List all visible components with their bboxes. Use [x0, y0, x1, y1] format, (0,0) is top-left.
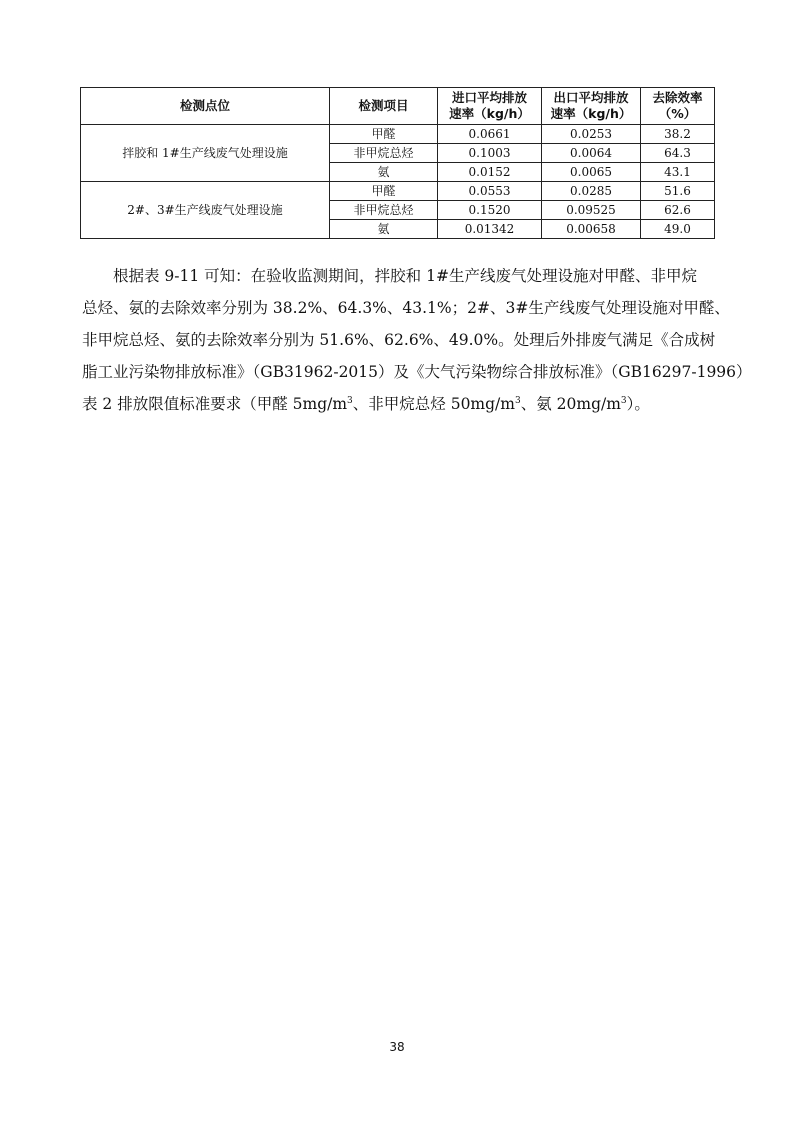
header-inlet-line1: 进口平均排放 [451, 90, 527, 105]
superscript: 3 [620, 396, 627, 406]
header-inlet-rate [438, 88, 542, 125]
item-cell: 甲醛 [330, 125, 438, 144]
header-efficiency-line1: 去除效率 [652, 90, 703, 105]
outlet-cell: 0.0064 [542, 144, 641, 163]
inlet-cell: 0.1003 [438, 144, 542, 163]
site-cell: 拌胶和 1#生产线废气处理设施 [81, 125, 330, 182]
header-efficiency [641, 88, 715, 125]
efficiency-cell: 51.6 [641, 182, 715, 201]
outlet-cell: 0.0285 [542, 182, 641, 201]
table-row [81, 182, 715, 201]
efficiency-cell: 49.0 [641, 220, 715, 239]
paragraph-line: 总烃、氨的去除效率分别为 38.2%、64.3%、43.1%；2#、3#生产线废气处理设施对甲醛、 [82, 299, 730, 317]
line5-part-a: 表 2 排放限值标准要求（甲醛 5mg/m [82, 395, 348, 413]
inlet-cell: 0.1520 [438, 201, 542, 220]
inlet-cell: 0.0152 [438, 163, 542, 182]
paragraph-line: 脂工业污染物排放标准》（GB31962-2015）及《大气污染物综合排放标准》（GB16297-1996） [82, 363, 752, 381]
inlet-cell: 0.0661 [438, 125, 542, 144]
item-cell: 甲醛 [330, 182, 438, 201]
outlet-cell: 0.09525 [542, 201, 641, 220]
header-inlet-line2: 速率（kg/h） [449, 106, 530, 121]
inlet-cell: 0.01342 [438, 220, 542, 239]
item-cell: 氨 [330, 163, 438, 182]
header-item: 检测项目 [330, 88, 438, 125]
site-cell: 2#、3#生产线废气处理设施 [81, 182, 330, 239]
paragraph-line: 非甲烷总烃、氨的去除效率分别为 51.6%、62.6%、49.0%。处理后外排废气满足《合成树 [82, 331, 716, 349]
inlet-cell: 0.0553 [438, 182, 542, 201]
item-cell: 非甲烷总烃 [330, 201, 438, 220]
outlet-cell: 0.00658 [542, 220, 641, 239]
efficiency-cell: 38.2 [641, 125, 715, 144]
table-header-row [81, 88, 715, 125]
item-cell: 非甲烷总烃 [330, 144, 438, 163]
header-outlet-line2: 速率（kg/h） [550, 106, 632, 121]
efficiency-cell: 43.1 [641, 163, 715, 182]
efficiency-cell: 64.3 [641, 144, 715, 163]
efficiency-cell: 62.6 [641, 201, 715, 220]
paragraph-line: 根据表 9-11 可知：在验收监测期间，拌胶和 1#生产线废气处理设施对甲醛、非甲烷 [113, 267, 697, 285]
table-row [81, 125, 715, 144]
line5-part-d: ）。 [626, 395, 650, 413]
page-number: 38 [389, 1040, 405, 1054]
line5-part-c: 、氨 20mg/m [520, 395, 621, 413]
superscript: 3 [514, 396, 521, 406]
item-cell: 氨 [330, 220, 438, 239]
line5-part-b: 、非甲烷总烃 50mg/m [352, 395, 515, 413]
outlet-cell: 0.0065 [542, 163, 641, 182]
paragraph-line [82, 388, 714, 420]
emission-rate-table [80, 87, 715, 239]
header-efficiency-line2: （%） [658, 106, 697, 121]
outlet-cell: 0.0253 [542, 125, 641, 144]
header-outlet-line1: 出口平均排放 [553, 90, 629, 105]
conclusion-paragraph [82, 260, 752, 420]
header-outlet-rate [542, 88, 641, 125]
superscript: 3 [347, 396, 353, 406]
header-site: 检测点位 [81, 88, 330, 125]
